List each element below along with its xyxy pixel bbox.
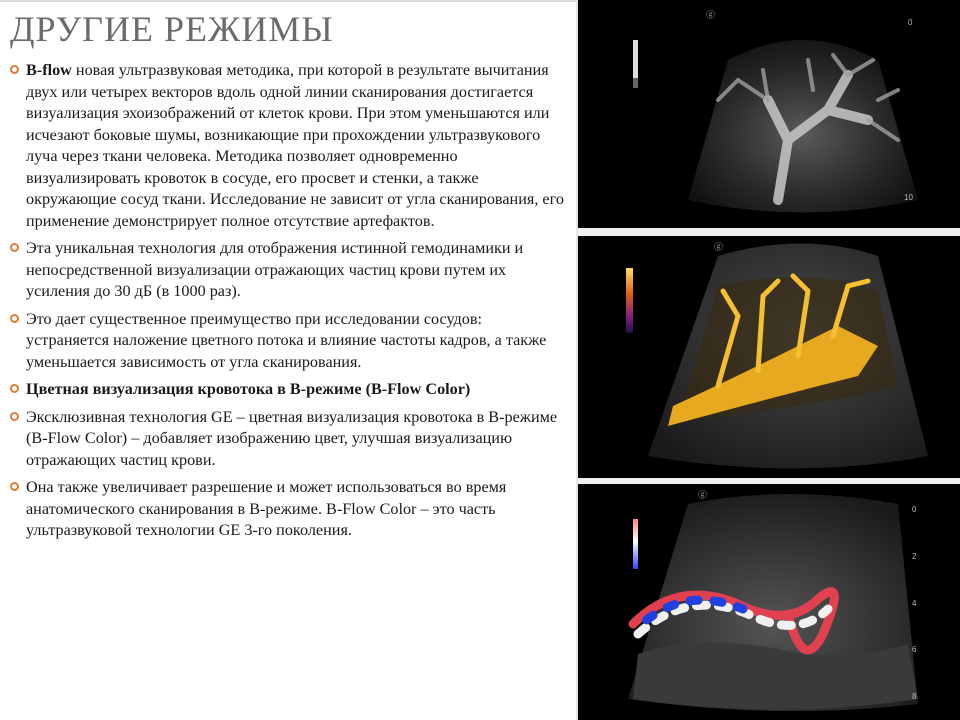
image-separator: [578, 478, 960, 484]
bullet-text: Это дает существенное преимущество при исследовании сосудов: устраняется наложение цветного потока и влияние частоты кадров, а также уменьшается зависимость от угла сканирования.: [26, 309, 547, 371]
bullet-bold: Цветная визуализация кровотока в В-режиме (B-Flow Color): [26, 380, 471, 398]
bullet-icon: [10, 314, 19, 323]
svg-text:ⓖ: ⓖ: [698, 490, 708, 500]
slide-content: [8, 60, 568, 548]
image-separator: [578, 228, 960, 236]
ultrasound-image-umbilical: [578, 484, 960, 720]
bullet-item: [8, 407, 568, 472]
bullet-item: [8, 309, 568, 374]
bullet-icon: [10, 243, 19, 252]
scale-label: 0: [912, 505, 917, 514]
bullet-icon: [10, 65, 19, 74]
scale-label: 10: [904, 193, 913, 202]
svg-text:ⓖ: ⓖ: [706, 10, 716, 20]
scale-label: 2: [912, 552, 917, 561]
scale-label: 4: [912, 599, 917, 608]
bullet-item: [8, 477, 568, 542]
bullet-text: новая ультразвуковая методика, при которой в результате вычитания двух или четырех векторов вдоль одной линии сканирования достигается визуализация эхоизображений от клеток крови. При этом уменьшаются или исчезают боковые шумы, возникающие при прохождении ультразвукового луча через ткани человека. Методика позволяет одновременно визуализировать кровоток в сосуде, его просвет и стенки, а также окружающие сосуд ткани. Исследование не зависит от угла сканирования, его применение демонстрирует полное отсутствие артефактов.: [26, 61, 564, 230]
bullet-text: Эта уникальная технология для отображения истинной гемодинамики и непосредственной визуализации отражающих частиц крови путем их усиления до 30 дБ (в 1000 раз).: [26, 239, 524, 300]
bullet-bold: B-flow: [26, 61, 72, 79]
bullet-icon: [10, 482, 19, 491]
bullet-icon: [10, 412, 19, 421]
bullet-item: [8, 238, 568, 303]
scale-label: 8: [912, 692, 917, 701]
bullet-text: Она также увеличивает разрешение и может использоваться во время анатомического сканирования в В-режиме. B-Flow Color – это часть ультразвуковой технологии GE 3-го поколения.: [26, 478, 507, 539]
image-column: [578, 0, 960, 720]
bullet-item: [8, 60, 568, 232]
bullet-text: Эксклюзивная технология GE – цветная визуализация кровотока в В-режиме (B-Flow Color) – добавляет изображению цвет, улучшая визуализацию отражающих частиц крови.: [26, 407, 558, 469]
scale-label: 0: [908, 18, 913, 27]
ultrasound-image-bflow: [578, 0, 960, 228]
bullet-icon: [10, 384, 19, 393]
ultrasound-image-bflow-color: [578, 236, 960, 478]
scale-label: 6: [912, 645, 917, 654]
slide-title: ДРУГИЕ РЕЖИМЫ: [10, 9, 334, 49]
bullet-item: [8, 379, 568, 401]
svg-text:ⓖ: ⓖ: [714, 242, 724, 252]
